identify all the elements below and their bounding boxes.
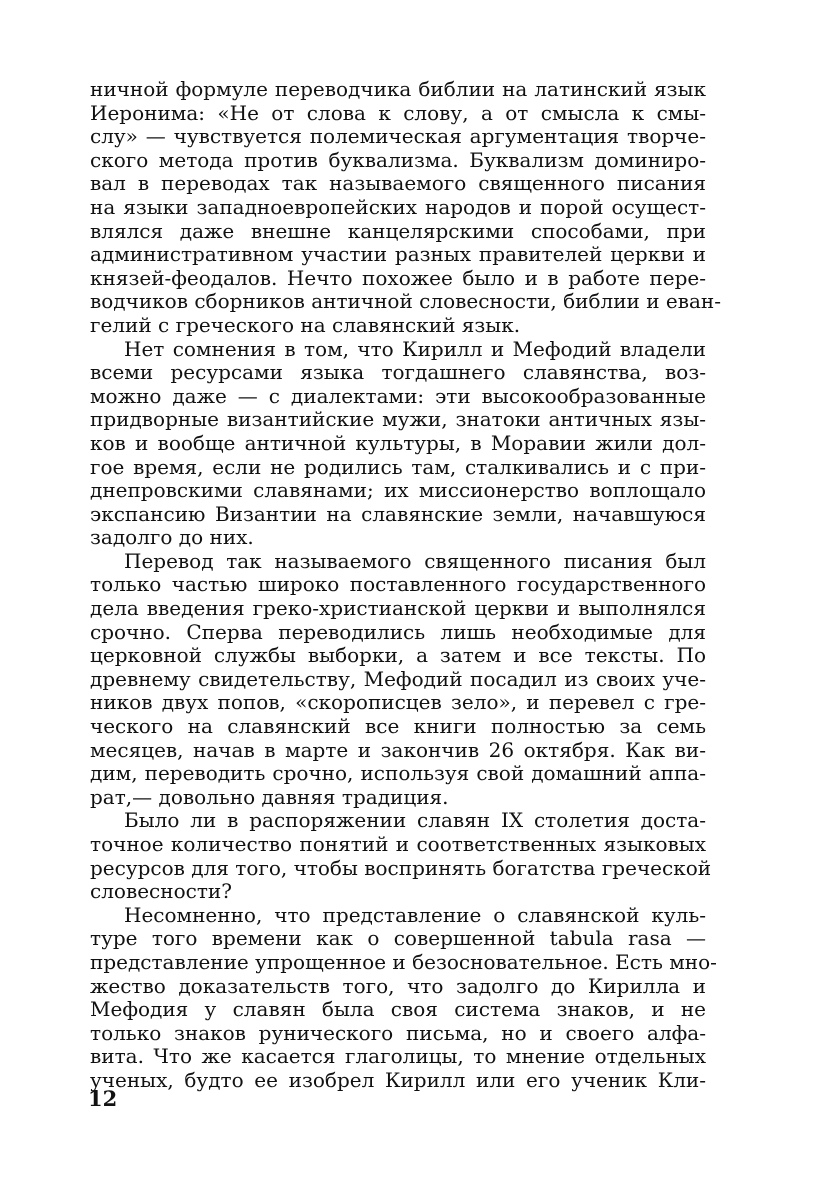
text-line: древнему свидетельству, Мефодий посадил из своих уче- <box>90 666 706 691</box>
text-line: ков и вообще античной культуры, в Моравии жили дол- <box>90 430 706 455</box>
text-line: князей-феодалов. Нечто похожее было и в работе пере- <box>90 265 706 290</box>
text-line: срочно. Сперва переводились лишь необходимые для <box>90 619 706 644</box>
text-line: экспансию Византии на славянские земли, начавшуюся <box>90 501 706 526</box>
text-line: месяцев, начав в марте и закончив 26 октября. Как ви- <box>90 737 706 762</box>
text-line: административном участии разных правителей церкви и <box>90 242 706 267</box>
text-line: задолго до них. <box>90 525 254 550</box>
text-line: Нет сомнения в том, что Кирилл и Мефодий владели <box>124 336 706 361</box>
text-line: Перевод так называемого священного писания был <box>124 548 706 573</box>
text-line: вита. Что же касается глаголицы, то мнение отдельных <box>90 1044 706 1069</box>
text-line: всеми ресурсами языка тогдашнего славянства, воз- <box>90 360 706 385</box>
text-line: гелий с греческого на славянский язык. <box>90 312 521 337</box>
text-line: жество доказательств того, что задолго до Кирилла и <box>90 973 706 998</box>
text-line: рат,— довольно давняя традиция. <box>90 784 449 809</box>
text-line: ресурсов для того, чтобы воспринять богатства греческой <box>90 855 712 880</box>
text-line: на языки западноевропейских народов и порой осущест- <box>90 194 706 219</box>
text-line: ческого на славянский все книги полностью за семь <box>90 714 706 739</box>
text-line: можно даже — с диалектами: эти высокообразованные <box>90 383 706 408</box>
text-line: днепровскими славянами; их миссионерство воплощало <box>90 478 706 503</box>
text-line: вал в переводах так называемого священного писания <box>90 171 706 196</box>
text-line: Было ли в распоряжении славян IX столетия доста- <box>124 808 706 833</box>
text-line: ников двух попов, «скорописцев зело», и перевел с гре- <box>90 690 706 715</box>
text-line: только частью широко поставленного государственного <box>90 572 706 597</box>
text-line: придворные византийские мужи, знатоки античных язы- <box>90 407 706 432</box>
text-line: слу» — чувствуется полемическая аргументация творче- <box>90 124 706 149</box>
text-line: только знаков рунического письма, но и своего алфа- <box>90 1020 706 1045</box>
text-line: ского метода против буквализма. Буквализм доминиро- <box>90 147 706 172</box>
text-line: водчиков сборников античной словесности, библии и еван- <box>90 289 722 314</box>
text-line: церковной службы выборки, а затем и все тексты. По <box>90 643 706 668</box>
text-line: Иеронима: «Не от слова к слову, а от смысла к смы- <box>90 100 706 125</box>
text-line: влялся даже внешне канцелярскими способами, при <box>90 218 706 243</box>
text-line: ничной формуле переводчика библии на латинский язык <box>90 77 706 101</box>
text-line: ученых, будто ее изобрел Кирилл или его ученик Кли- <box>90 1067 706 1092</box>
text-line: Несомненно, что представление о славянской куль- <box>124 902 706 927</box>
page-text <box>90 77 722 1093</box>
text-line: словесности? <box>90 879 232 904</box>
text-line: представление упрощенное и безосновательное. Есть мно- <box>90 949 717 974</box>
text-line: гое время, если не родились там, сталкивались и с при- <box>90 454 706 479</box>
text-line: Мефодия у славян была своя система знаков, и не <box>90 997 706 1022</box>
page-number: 12 <box>88 1086 118 1111</box>
text-line: дела введения греко-христианской церкви и выполнялся <box>90 596 706 621</box>
text-line: дим, переводить срочно, используя свой домашний аппа- <box>90 761 706 786</box>
text-line: туре того времени как о совершенной tabula rasa — <box>90 926 706 951</box>
text-line: точное количество понятий и соответственных языковых <box>90 832 706 856</box>
